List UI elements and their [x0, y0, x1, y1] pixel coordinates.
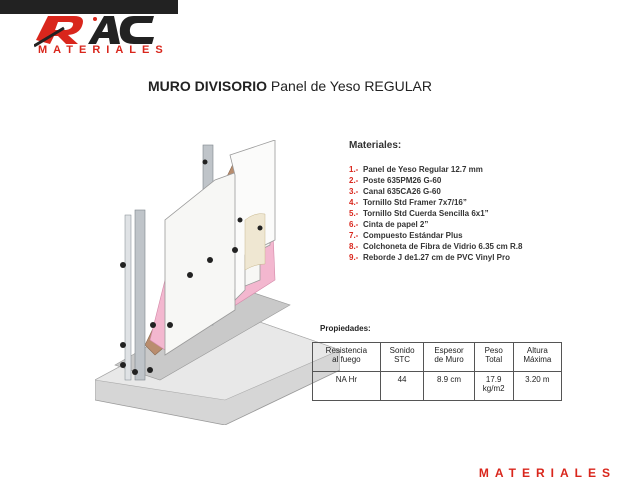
- table-cell: Altura Máxima: [513, 343, 561, 372]
- table-row: [313, 372, 562, 401]
- list-item: 3.- Canal 635CA26 G-60: [349, 187, 441, 196]
- title-rest: Panel de Yeso REGULAR: [270, 78, 433, 94]
- logo-subtitle: MATERIALES: [38, 44, 169, 56]
- table-cell: Resistencia al fuego: [313, 343, 381, 372]
- materials-heading: Materiales:: [349, 140, 402, 151]
- list-item: 5.- Tornillo Std Cuerda Sencilla 6x1”: [349, 209, 489, 218]
- list-item: 8.- Colchoneta de Fibra de Vidrio 6.35 cm R.8: [349, 242, 523, 251]
- properties-table: [312, 342, 562, 401]
- table-cell: 3.20 m: [513, 372, 561, 401]
- title-bold: MURO DIVISORIO: [148, 78, 268, 94]
- table-cell: Espesor de Muro: [424, 343, 474, 372]
- table-cell: 44: [380, 372, 424, 401]
- list-item: 1.- Panel de Yeso Regular 12.7 mm: [349, 165, 483, 174]
- table-cell: 17.9 kg/m2: [474, 372, 513, 401]
- footer-brand: MATERIALES: [478, 466, 616, 480]
- list-item: 9.- Reborde J de1.27 cm de PVC Vinyl Pro: [349, 253, 511, 262]
- list-item: 4.- Tornillo Std Framer 7x7/16”: [349, 198, 467, 207]
- list-item: 7.- Compuesto Estándar Plus: [349, 231, 463, 240]
- table-cell: Sonido STC: [380, 343, 424, 372]
- properties-heading: Propiedades:: [320, 324, 371, 333]
- materials-list: [349, 164, 522, 263]
- list-item: 6.- Cinta de papel 2”: [349, 220, 429, 229]
- table-cell: NA Hr: [313, 372, 381, 401]
- wall-illustration: [95, 140, 340, 425]
- list-item: 2.- Poste 635PM26 G-60: [349, 176, 442, 185]
- table-header-row: [313, 343, 562, 372]
- table-cell: 8.9 cm: [424, 372, 474, 401]
- table-cell: Peso Total: [474, 343, 513, 372]
- page-title: [148, 78, 432, 94]
